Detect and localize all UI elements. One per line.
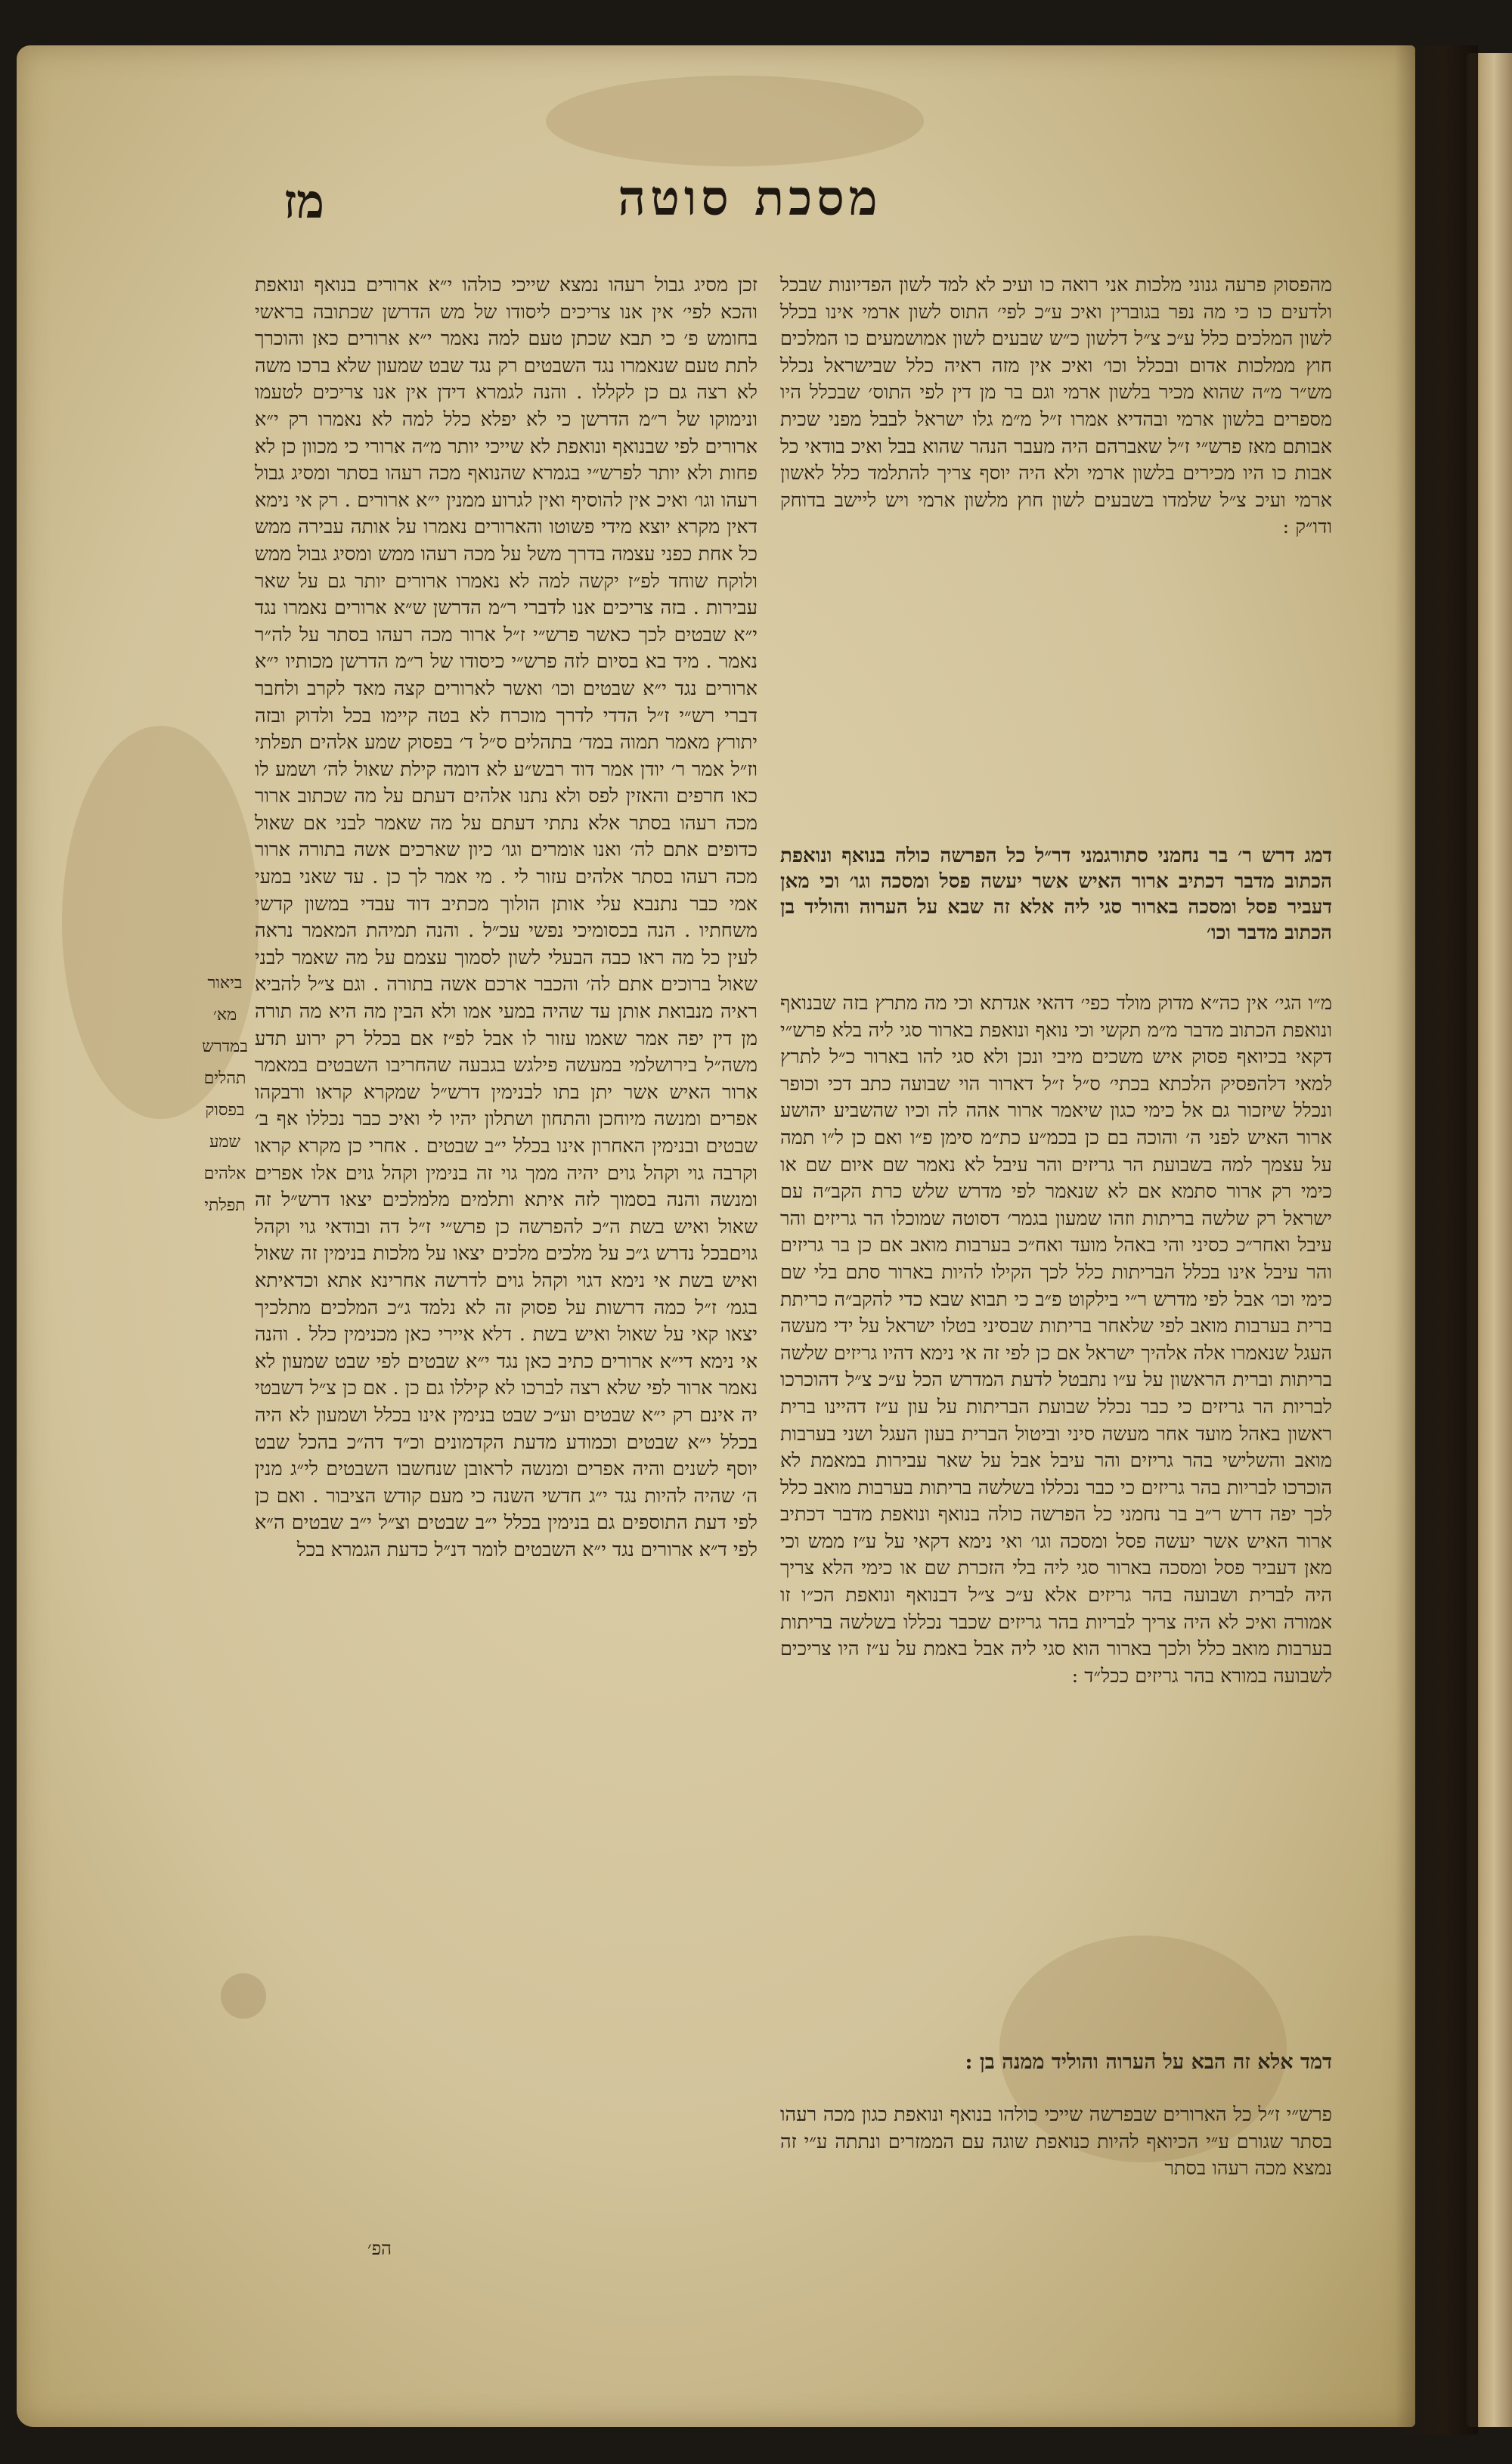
- paragraph: מהפסוק פרעה גנוני מלכות אני רואה כו ועיכ לא למד לשון הפדיונות שבכל ולדעים כו כי מה נפר בגוברין ואיכ ע״כ לפי׳ התוס לשון ארמי אינו בכלל לשון המלכים כלל ע״כ צ״ל דלשון כ״ש שבעים לשון אמושמעים כו המלכים חוץ ממלכות אדום ובכלל וכו׳ ואיכ אין מזה ראיה כלל שבישראל נכלל מש״ר מ״ה שהוא מכיר בלשון ארמי וגם בר מן דין לפי התוס׳ שבכלל היו מספרים בלשון ארמי ובהדיא אמרו ז״ל מ״מ גלו ישראל לבבל מפני שכית אבותם מאז פרש״י ז״ל שאברהם היה מעבר הנהר שהוא בבל ואיכ בודאי כל אבות כו היו מכירים בלשון ארמי ולא היה יוסף צריך להתלמד כלל לאשון ארמי ועיכ צ״ל שלמדו בשבעים לשון חוץ מלשון ארמי ויש ליישב בדוחק ודו״ק :: [780, 274, 1332, 539]
- paragraph: מ״ו הגי׳ אין כה״א מדוק מולד כפי׳ דהאי אגדתא וכי מה מתרץ בזה שבנואף ונואפת הכתוב מדבר מ״מ תקשי וכי נואף ונואפת בארור סגי ליה בלא פרש״י דקאי בכיואף פסוק איש משכים מיבי ונכן ולא סגי להו בארור כ״ל לתרץ למאי דלהפסיק הלכתא בכתי׳ ס״ל ז״ל דארור הוי שבועה כתב דכי וכופר ונכלל שיזכור גם אל כימי כגון שיאמר ארור אהה לה וכיו שהשביע יהושע ארור האיש לפני ה׳ והוכה בם כן בכמ״ע כת״מ סימן פ״ו ואם כן ל״ו תמה על עצמך למה בשבועת הר גריזים והר עיבל לא נאמר שם איום שם או כימי רק ארור סתמא אם לא שנאמר לפי מדרש שלש כרת הקב״ה עם ישראל רק שלשה בריתות וזהו שמעון בגמר׳ דסוטה שמוכלו הר גריזים והר עיבל ואחר״כ כסיני והי באהל מועד ואח״כ בערבות מואב אם כן בר גריזים והר עיבל אינו בכלל הבריתות כלל לכך הקילו להיות בארור סתם בלי שם כימי וכו׳ אבל לפי מדרש ר״י בילקוט פ״ב כי תבוא שבא כדי להקב״ה כריתת ברית בערבות מואב לפי שלאחר בריתות שבסיני בטלו ישראל על ידי מעשה העגל שנאמרו אלה אלהיך ישראל אם כן לפי זה אי נימא דהיו גריזים שלשה בריתות וברית הראשון על ע״ו נתבטל לדעת המדרש הכל ע״כ צ״ל דהוכרכו לבריות הר גריזים כי כבר נכלל שבועת הבריתות על עון ע״ז דהיינו ברית ראשון באהל מועד אחר מעשה סיני וביטול הברית בעון העגל ושני בערבות מואב והשלישי בהר גריזים והר עיבל אבל על שאר עבירות במאמת לא הוכרכו לבריות בהר גריזים כי כבר נכללו בשלשה בריתות בערבות מואב כלל לכך יפה דרש ר״ב בר נחמני כל הפרשה כולה בנואף ונואפת מדבר דכתיב ארור האיש אשר יעשה פסל ומסכה וגו׳ ואי נימא דקאי על ע״ז ממש וכי מאן דעביר פסל ומסכה בארור סגי ליה בלי הזכרת שם או כימי הלא צריך היה לברית ושבועה בהר גריזים אלא ע״כ צ״ל דבנואף ונואפת הכ״ו זו אמורה ואיכ לא היה צריך לבריות בהר גריזים שכבר נכללו בשלשה בריתות בערבות מואב כלל ולכך בארור הוא סגי ליה אבל באמת על ע״ז היו צריכים לשבועה במורא בהר גריזים ככל״ד :: [780, 992, 1332, 1688]
- book-page: [17, 45, 1415, 2427]
- spine-shadow: [1395, 45, 1478, 2435]
- folio-number: מז: [283, 174, 325, 229]
- section-heading: [780, 2049, 1332, 2076]
- gemara-quote-block: [780, 843, 1332, 946]
- right-column-text-block: [780, 272, 1332, 541]
- paper-stain: [546, 76, 924, 166]
- right-column-commentary: [780, 990, 1332, 1690]
- left-column-text: [255, 272, 758, 1564]
- paragraph: פרש״י ז״ל כל הארורים שבפרשה שייכי כולהו בנואף ונואפת כגון מכה רעהו בסתר שגורם ע״י הכיואף להיות כנואפת שוגה עם הממזרים ונתתה ע״י זה נמצא מכה רעהו בסתר: [780, 2103, 1332, 2180]
- catchword: הפ׳: [367, 2238, 392, 2259]
- paragraph: זכן מסיג גבול רעהו נמצא שייכי כולהו י״א ארורים בנואף ונואפת והכא לפי׳ אין אנו צריכים ליסודו של מש הדרשן שכתובה בראשי בחומש פ׳ כי תבא שכתן טעם למה נאמר י״א ארורים כאן והוכרך לתת טעם שנאמרו נגד השבטים רק נגד שבט שמעון שלא ברכו משה לא רצה גם כן לקללו . והנה לגמרא דידן אין אנו צריכים לטעמו ונימוקו של ר״מ הדרשן כי לא יפלא כלל למה לא נאמרו רק י״א ארורים לפי שבנואף ונואפת לא שייכי יותר מ״ה ארורי כי מכוון כן לא פחות ולא יותר לפרש״י בגמרא שהנואף מכה רעהו בסתר ומסיג גבול רעהו וגו׳ ואיכ אין להוסיף ואין לגרוע ממנין י״א ארורים . רק אי נימא דאין מקרא יוצא מידי פשוטו והארורים נאמרו על אותה עבירה ממש כל אחת כפני עצמה בדרך משל על מכה רעהו ממש ומסיג גבול ממש ולוקח שוחד לפ״ז יקשה למה לא נאמרו ארורים יותר גם על שאר עבירות . בזה צריכים אנו לדברי ר״מ הדרשן ש״א ארורים נאמרו נגד י״א שבטים לכך כאשר פרש״י ז״ל ארור מכה רעהו בסתר על לה״ר נאמר . מיד בא בסיום לזה פרש״י כיסודו של ר״מ הדרשן מכותיו י״א ארורים נגד י״א שבטים וכו׳ ואשר לארורים קצה מאד לקרב ולחבר דברי רש״י ז״ל הדדי לדרך מוכרח לא בטה קיימו בכל ולדוק ובזה יתורץ מאמר תמוה במד׳ בתהלים ס״ל ד׳ בפסוק שמע אלהים תפלתי וז״ל אמר ר׳ יודן אמר דוד רבש״ע לא דומה קילת שאול לה׳ ושמע לו כאו חרפים והאזין לפס ולא נתנו אלהים דעתם על מה שכתוב ארור מכה רעהו בסתר אלא נתתי דעתם על מה שאמר לבני אם שאול כדופים אתם לה׳ ואנו אומרים וגו׳ כיון שארכים אשה בתורה ארור מכה רעהו בסתר אלהים עזור לי . מי אמר לך כן . עד שאני במעי אמי כבר נתנבא עלי אותן הולוך מכתיב דוד עבדי במשון קדשי משחתיו . הנה בכסומיכי נפשי עכ״ל . והנה תמיהת המאמר נראה לעין כל מה ראו כבה הבעלי לשון לסמוך עצמם על מה שאמר לבני שאול ברוכים אתם לה׳ והכבר ארכם אשה בתורה . וגם צ״ל להביא ראיה מנבואת אותן עד שהיה במעי אמו ולא הבין מה היא מה תורה מן דין יפה אמר שאמו עזור לו אבל לפ״ז אם בכלל רק ירוע תדע משה״ל בירושלמי במעשה פילגש בגבעה שהחריבו השבטים במאמר ארור האיש אשר יתן בתו לבנימין דרש״ל שמקרא קראו ורבקהו אפרים ומנשה מיוחכן והתחון ושתלון יהיו לי ואיכ כבר נכללו אף ב׳ שבטים ובנימין האחרון אינו בכלל י״ב שבטים . אחרי כן מקרא קראו וקרבה גוי וקהל גוים יהיה ממך גוי זה בנימין וקהל גוים אלו אפרים ומנשה והנה בסמוך לזה איתא ותלמים מלמלכים יצאו דרש״ל זה שאול ואיש בשת ה״כ להפרשה כן פרש״י ז״ל דה ובודאי גוי וקהל גויםבכל נדרש ג״כ על מלכים מלכים יצאו על מלכות בנימין זה שאול ואיש בשת אי נימא דגוי וקהל גוים לדרשה אחרינא אתא וכדאיתא בגמ׳ ז״ל כמה דרשות על פסוק זה לא נלמד ג״כ המלכים מתלכיך יצאו קאי על שאול ואיש בשת . דלא איירי כאן מכנימין כלל . והנה אי נימא די״א ארורים כתיב כאן נגד י״א שבטים לפי שבט שמעון לא נאמר ארור לפי שלא רצה לברכו לא קיללו גם כן . אם כן צ״ל דשבטי יה אינם רק י״א שבטים וע״כ שבט בנימין אינו בכלל ושמעון לא היה בכלל י״א שבטים וכמודע מדעת הקדמונים וכ״ד דה״כ בהכל שבט יוסף לשנים והיה אפרים ומנשה לראובן שנחשבו השבטים לי״ג מנין ה׳ שהיה להיות נגד י״ג חדשי השנה כי מעם קודש הציבור . ואם כן לפי דעת התוספים גם בנימין בכלל י״ב שבטים וצ״ל י״ב שבטים ה״א לפי ד״א ארורים נגד י״א השבטים לומר דנ״ל כדעת הגמרא בכל: [255, 274, 758, 1561]
- page-title: מסכת סוטה: [618, 170, 882, 227]
- heading-text: דמד אלא זה הבא על הערוה והוליד ממנה בן :: [965, 2050, 1332, 2074]
- marginal-note: ביאור מא׳ במדרש תהלים בפסוק שמע אלהים תפלתי: [202, 974, 248, 1215]
- paper-smudge: [221, 1973, 266, 2019]
- right-column-closing-text: [780, 2102, 1332, 2183]
- gemara-quote: דמג דרש ר׳ בר נחמני סתורגמני דר״ל כל הפרשה כולה בנואף ונואפת הכתוב מדבר דכתיב ארור האיש אשר יעשה פסל ומסכה וגו׳ וכי מאן דעביר פסל ומסכה בארור סגי ליה אלא זה שבא על הערוה והוליד בן הכתוב מדבר וכו׳: [780, 845, 1332, 944]
